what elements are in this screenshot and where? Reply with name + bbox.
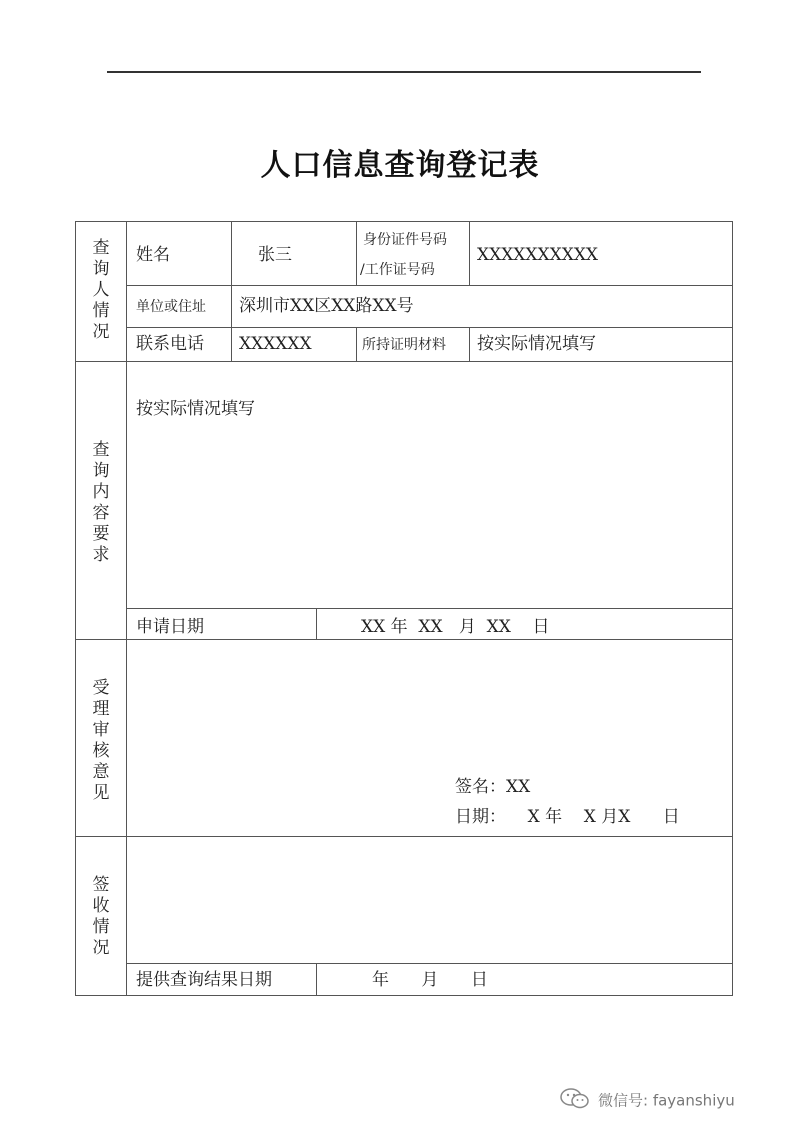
section-divider	[76, 361, 732, 362]
col-divider	[469, 327, 470, 361]
col-divider	[356, 222, 357, 285]
phone-value: XXXXXX	[239, 334, 312, 354]
row-divider	[126, 285, 732, 286]
watermark-text: 微信号: fayanshiyu	[598, 1091, 735, 1110]
section-label-review: 受理审核意见	[92, 678, 110, 803]
name-value: 张三	[258, 245, 292, 265]
id-label-line2: /工作证号码	[360, 262, 435, 278]
id-value: XXXXXXXXXX	[477, 245, 599, 265]
col-divider	[316, 963, 317, 995]
name-label: 姓名	[136, 245, 170, 265]
section-label-receipt: 签收情况	[92, 875, 110, 958]
docs-value: 按实际情况填写	[477, 334, 596, 354]
phone-label: 联系电话	[136, 334, 204, 354]
address-value: 深圳市XX区XX路XX号	[239, 296, 414, 316]
col-divider	[316, 608, 317, 639]
application-date-label: 申请日期	[136, 617, 204, 637]
col-divider	[469, 222, 470, 285]
wechat-icon	[560, 1088, 590, 1114]
query-content: 按实际情况填写	[136, 399, 255, 419]
address-label: 单位或住址	[136, 299, 206, 315]
docs-label: 所持证明材料	[362, 337, 446, 353]
result-date-label: 提供查询结果日期	[136, 970, 272, 990]
row-divider	[126, 608, 732, 609]
application-date-value: XX 年 XX 月 XX 日	[361, 617, 550, 637]
review-signature: 签名：XX	[455, 777, 531, 797]
registration-form	[75, 221, 733, 996]
section-divider	[76, 836, 732, 837]
row-divider	[126, 963, 732, 964]
top-rule	[107, 71, 701, 73]
col-divider	[356, 327, 357, 361]
section-label-inquirer: 查询人情况	[92, 238, 110, 342]
review-date: 日期： X 年 X 月X 日	[455, 807, 680, 827]
section-divider	[76, 639, 732, 640]
watermark	[560, 1088, 735, 1114]
page-title: 人口信息查询登记表	[260, 148, 540, 183]
result-date-value: 年 月 日	[372, 970, 488, 990]
section-label-divider	[126, 222, 127, 995]
section-label-query: 查询内容要求	[92, 440, 110, 565]
col-divider	[231, 222, 232, 361]
row-divider	[126, 327, 732, 328]
id-label-line1: 身份证件号码	[363, 232, 447, 248]
